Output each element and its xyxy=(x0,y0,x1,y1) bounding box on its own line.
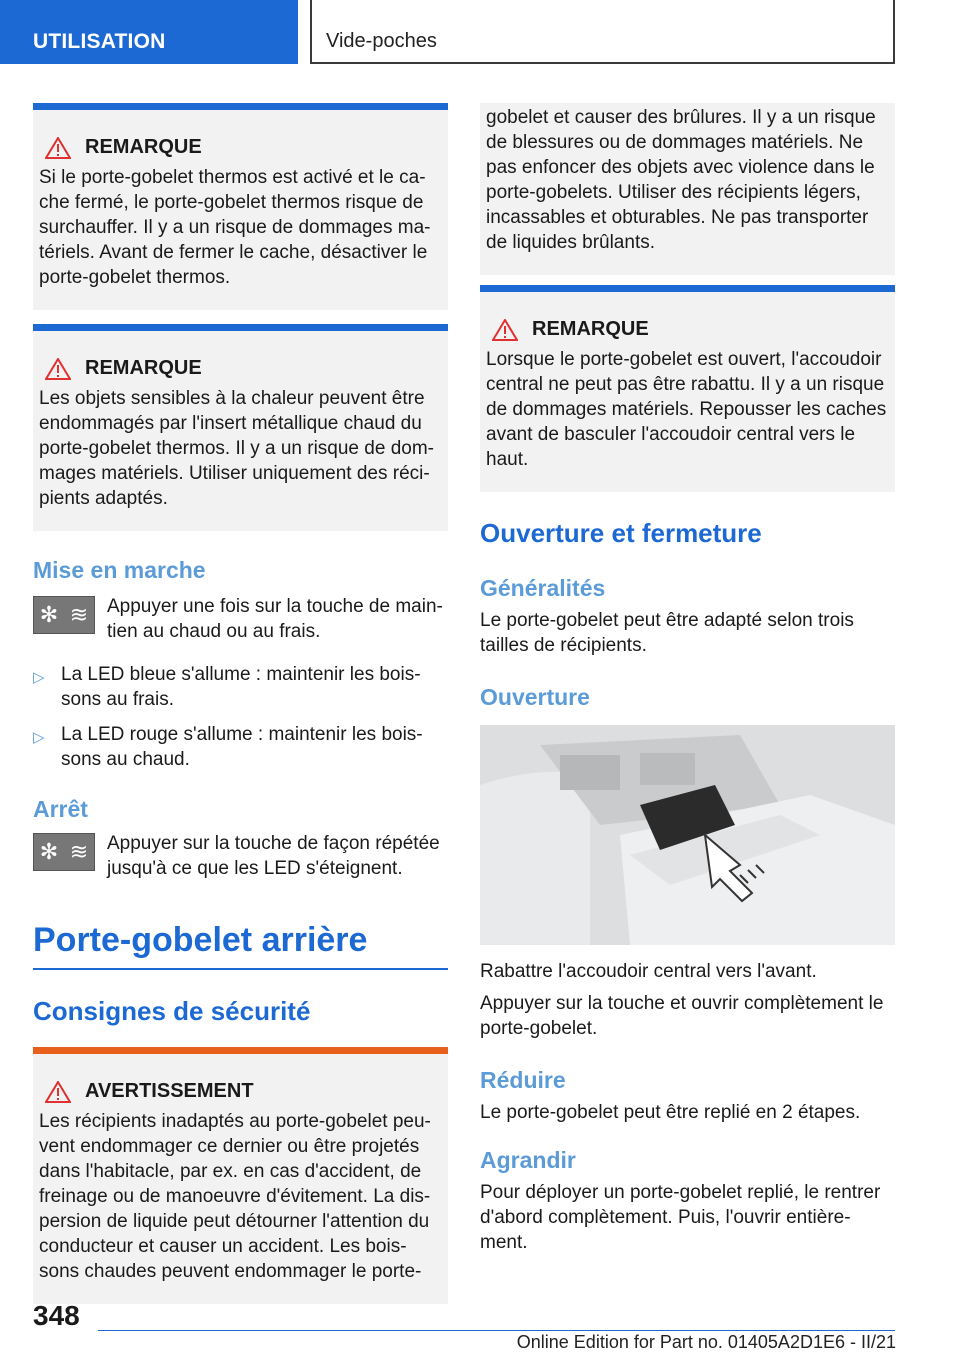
note-text: Les objets sensibles à la chaleur peuvent être endommagés par l'insert métallique chaud du porte-gobelet thermos. Il y a un risque de dom-mages matériels. Utiliser uniquement des réci-pients adaptés. xyxy=(39,388,434,509)
header-section-label: UTILISATION xyxy=(33,30,166,53)
note-box-heat-sensitive xyxy=(33,324,448,531)
note-heading: REMARQUE xyxy=(39,357,440,380)
stop-text: Appuyer sur la touche de façon répétée jusqu'à ce que les LED s'éteignent. xyxy=(107,833,440,879)
heading-consignes-securite: Consignes de sécurité xyxy=(33,996,311,1026)
warning-triangle-icon xyxy=(45,358,71,380)
warning-box xyxy=(33,1047,448,1304)
warning-text: Les récipients inadaptés au porte-gobelet peu-vent endommager ce dernier ou être projetés dans l'habitacle, par ex. en cas d'accident, de freinage ou de manoeuvre d'évitement. La dis-persion de liquide peut détourner l'attention du conducteur et causer un accident. Les bois-sons chaudes peuvent endommager le porte- xyxy=(39,1111,431,1282)
heading-ouverture-fermeture: Ouverture et fermeture xyxy=(480,518,762,548)
bullet-item: ▷ La LED bleue s'allume : maintenir les bois-sons au frais. xyxy=(33,664,421,710)
note-heading: REMARQUE xyxy=(39,136,440,159)
opening-text-1: Rabattre l'accoudoir central vers l'avant. xyxy=(480,961,817,982)
stop-instruction xyxy=(33,831,448,881)
warning-text-continued: gobelet et causer des brûlures. Il y a un risque de blessures ou de dommages matériels. Ne pas enfoncer des objets avec violence dans le porte-gobelets. Utiliser des récipients légers, incassables et obturables. Ne pas transporter de liquides brûlants. xyxy=(486,107,876,253)
warning-triangle-icon xyxy=(492,319,518,341)
header-section-tab xyxy=(0,0,298,64)
heat-cool-button-icon xyxy=(33,596,95,634)
heading-arret: Arrêt xyxy=(33,796,88,822)
note-box-thermos-overheat xyxy=(33,103,448,310)
warning-box-continued xyxy=(480,103,895,275)
bullet-triangle-icon: ▷ xyxy=(33,729,45,746)
heat-cool-button-icon xyxy=(33,833,95,871)
start-instruction xyxy=(33,594,448,644)
warning-triangle-icon xyxy=(45,137,71,159)
heading-reduire: Réduire xyxy=(480,1067,566,1093)
opening-text-2: Appuyer sur la touche et ouvrir complètement le porte-gobelet. xyxy=(480,993,884,1039)
footer-edition: Online Edition for Part no. 01405A2D1E6 - II/21 xyxy=(516,1332,896,1352)
heading-generalites: Généralités xyxy=(480,575,606,601)
heading-mise-en-marche: Mise en marche xyxy=(33,557,206,583)
heat-waves-icon: ≋ xyxy=(69,602,89,627)
heat-waves-icon: ≋ xyxy=(69,839,89,864)
warning-heading: AVERTISSEMENT xyxy=(39,1080,440,1103)
bullet-item: ▷ La LED rouge s'allume : maintenir les bois-sons au chaud. xyxy=(33,724,423,770)
heading-ouverture: Ouverture xyxy=(480,684,590,710)
header-chapter-tab xyxy=(310,0,895,64)
heading-agrandir: Agrandir xyxy=(480,1147,576,1173)
header-chapter-label: Vide-poches xyxy=(326,30,437,52)
armrest-illustration xyxy=(480,725,895,945)
snowflake-icon: ✻ xyxy=(39,602,59,627)
start-text: Appuyer une fois sur la touche de main-tien au chaud ou au frais. xyxy=(107,596,443,642)
left-column xyxy=(33,103,448,1304)
note-text: Lorsque le porte-gobelet est ouvert, l'accoudoir central ne peut pas être rabattu. Il y a un risque de dommages matériels. Repousser les caches avant de basculer l'accoudoir central vers le haut. xyxy=(486,349,887,470)
warning-triangle-icon xyxy=(45,1081,71,1103)
heading-porte-gobelet-arriere: Porte-gobelet arrière xyxy=(33,921,368,959)
snowflake-icon: ✻ xyxy=(39,839,59,864)
footer-rule xyxy=(98,1330,895,1331)
enlarge-text: Pour déployer un porte-gobelet replié, le rentrer d'abord complètement. Puis, l'ouvrir entière-ment. xyxy=(480,1182,881,1253)
note-text: Si le porte-gobelet thermos est activé et le ca-che fermé, le porte-gobelet thermos risque de surchauffer. Il y a un risque de dommages ma-tériels. Avant de fermer le cache, désactiver le porte-gobelet thermos. xyxy=(39,167,431,288)
page-number: 348 xyxy=(33,1300,80,1331)
right-column xyxy=(480,103,895,1255)
reduce-text: Le porte-gobelet peut être replié en 2 étapes. xyxy=(480,1102,861,1123)
general-text: Le porte-gobelet peut être adapté selon trois tailles de récipients. xyxy=(480,610,854,656)
bullet-triangle-icon: ▷ xyxy=(33,669,45,686)
note-heading: REMARQUE xyxy=(486,318,887,341)
note-box-armrest xyxy=(480,285,895,492)
armrest-photo xyxy=(480,725,895,945)
